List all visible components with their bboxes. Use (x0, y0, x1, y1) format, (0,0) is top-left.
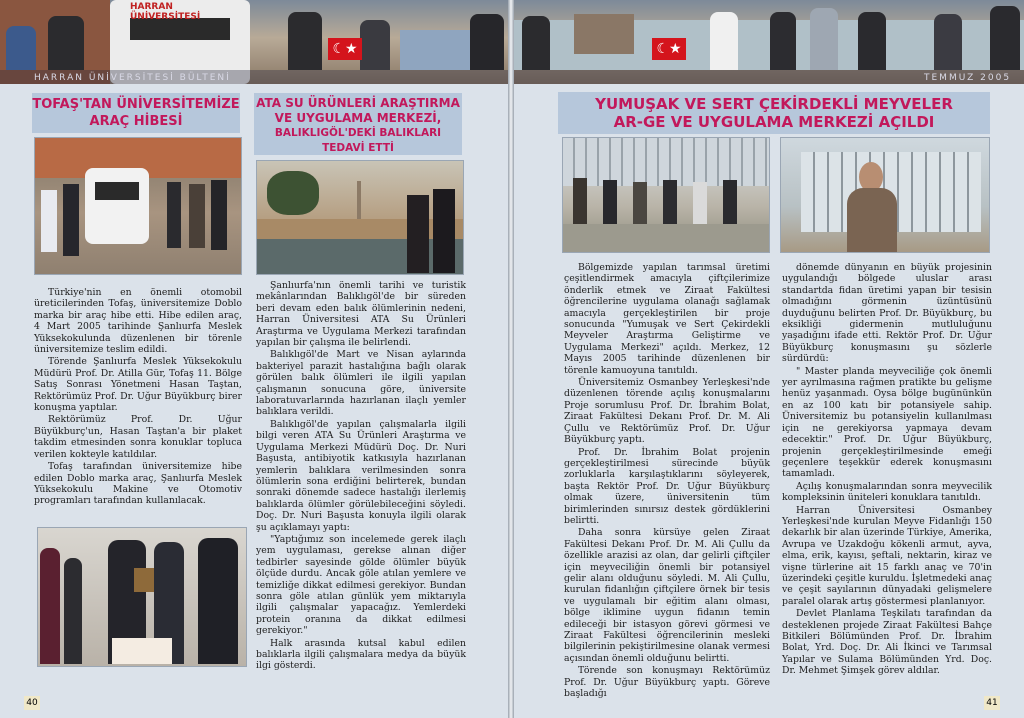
fish-headline (254, 93, 462, 155)
right-page (514, 0, 1024, 718)
left-page-number: 40 (24, 696, 40, 710)
fish-title-line-1: ATA SU ÜRÜNLERİ ARAŞTIRMA (256, 96, 460, 110)
banner-bulletin-title: HARRAN ÜNİVERSİTESİ BÜLTENİ (34, 73, 231, 83)
left-banner-photo (0, 0, 508, 84)
fruit-paragraph: " Master planda meyveciliğe çok önemli yer ayrılmasına rağmen pratikte bu gelişme henüz yaşanmadı. Oysa bölge bugününkün en az 100 katı bir potansiyele sahip. Üniversitemiz bu potansiyelin kullanılması için ne gerekiyorsa yapmaya devam edecektir." Prof. Dr. Uğur Büyükburç, projenin gerçekleştirilmesinde emeği geçenlere teşekkür ederek konuşmasını tamamladı. (782, 365, 992, 480)
rector-portrait-photo (780, 137, 990, 253)
fish-paragraph: "Yaptığımız son incelemede gerek ilaçlı yem uygulaması, gerekse alınan diğer tedbirler sayesinde gölde ölümler büyük ölçüde durdu. Ancak göle atılan yemlere ve temizliğe dikkat edilmesi gerekiyor. Bundan sonra göle atılan günlük yem miktarıyla ilgili çalışmalar yapacağız. Yemlerdeki protein oranına da dikkat edilmesi gerekiyor." (256, 533, 466, 637)
greenhouse-visit-photo (562, 137, 770, 253)
plaque-ceremony-photo (37, 527, 247, 667)
fruit-paragraph: Üniversitemiz Osmanbey Yerleşkesi'nde düzenlenen törende açılış konuşmalarını Proje sorumlusu Prof. Dr. İbrahim Bolat, Ziraat Fakültesi Dekanı Prof. Dr. M. Ali Çullu ve Rektörümüz Prof. Dr. Uğur Büyükburç yaptı. (564, 377, 770, 446)
fruit-paragraph: Harran Üniversitesi Osmanbey Yerleşkesi'nde kurulan Meyve Fidanlığı 150 dekarlık bir alan üzerinde Türkiye, Amerika, Avrupa ve Uzakdoğu kökenli armut, ayva, elma, erik, kayısı, şeftali, nektarin, kiraz ve vişne türlerine ait 15 farklı anaç ve 70'in üzerindeki çeşitle kuruldu. İşletmedeki anaç ve çeşit sayılarının dünyadaki gelişmelere paralel olarak artış göstermesi planlanıyor. (782, 504, 992, 607)
fish-paragraph: Balıklıgöl'de yapılan çalışmalarla ilgili bilgi veren ATA Su Ürünleri Araştırma ve Uygulama Merkezi Müdürü Doç. Dr. Nuri Başusta, antibiyotik katkısıyla hazırlanan yemlerin balıklara verilmesinden sonra ölümlerin sona erdiğini belirterek, bundan sonraki dönemde sadece hastalığı ilerlemiş balıklarda ölümler görülebileceğini söyledi. Doç. Dr. Nuri Başusta konuyla ilgili olarak şu açıklamayı yaptı: (256, 418, 466, 533)
banner-issue-date: TEMMUZ 2005 (924, 73, 1012, 83)
fish-title-line-2: VE UYGULAMA MERKEZİ, (274, 111, 442, 125)
fruit-body-column-1 (564, 262, 770, 700)
tofas-paragraph: Tofaş tarafından üniversitemize hibe edilen Doblo marka araç, Şanlıurfa Meslek Yüksekokulu Makine ve Otomotiv programları tarafından kullanılacak. (34, 461, 242, 507)
tofas-title-line-2: ARAÇ HİBESİ (89, 114, 183, 129)
balikligol-photo (256, 160, 464, 275)
vehicle-handover-photo (34, 137, 242, 275)
fruit-body-column-2 (782, 262, 992, 678)
fish-paragraph: Halk arasında kutsal kabul edilen balıklarla ilgili çalışmalara medya da büyük ilgi gösterdi. (256, 637, 466, 672)
fish-body-column (256, 280, 466, 673)
left-page (0, 0, 508, 718)
fruit-paragraph: Daha sonra kürsüye gelen Ziraat Fakültesi Dekanı Prof. Dr. M. Ali Çullu da özellikle arazisi az olan, dar gelirli çiftçiler için meyveciliğin önemli bir potansiyel gelir alanı olduğunu söyledi. M. Ali Çullu, kurulan fidanlığın çiftçilere örnek bir tesis ve uygulamalı bir eğitim alanı olması, bölge iklimine uygun fidanın temin edileceği bir istasyon görevi görmesi ve Ziraat Fakültesi öğrencilerinin mesleki bilgilerinin pekiştirilmesine olanak vermesi açısından önemli olduğunu belirtti. (564, 527, 770, 664)
vehicle-logo-text: HARRAN ÜNİVERSİTESİ (130, 2, 201, 22)
fruit-paragraph: dönemde dünyanın en büyük projesinin uygulandığı bölgede uluslar arası standartda fidan üretimi yapan bir tesisin olmadığını görmenin üzüntüsünü duyduğunu belirten Prof. Dr. Büyükburç, bu eksikliği gidermenin mutluluğunu yaşadığını ifade etti. Rektör Prof. Dr. Uğur Büyükburç konuşmasını şu sözlerle sürdürdü: (782, 262, 992, 365)
tofas-headline (32, 93, 240, 133)
tofas-body-column (34, 287, 242, 508)
fruit-title-line-1: YUMUŞAK VE SERT ÇEKİRDEKLİ MEYVELER (595, 95, 953, 113)
fish-paragraph: Şanlıurfa'nın önemli tarihi ve turistik mekânlarından Balıklıgöl'de bir süreden beri devam eden balık ölümlerinin nedeni, Harran Üniversitesi ATA Su Ürünleri Araştırma ve Uygulama Merkezi tarafından yapılan bir çalışma ile belirlendi. (256, 280, 466, 349)
fruit-paragraph: Bölgemizde yapılan tarımsal üretimi çeşitlendirmek amacıyla çiftçilerimize önderlik etmek ve Ziraat Fakültesi öğrencilerine uygulama olanağı sağlamak amacıyla gerçekleştirilen bir proje sonucunda "Yumuşak ve Sert Çekirdekli Meyveler Araştırma Geliştirme ve Uygulama Merkezi" açıldı. Merkez, 12 Mayıs 2005 tarihinde düzenlenen bir törenle kamuoyuna tanıtıldı. (564, 262, 770, 376)
fruit-title-line-2: AR-GE VE UYGULAMA MERKEZİ AÇILDI (613, 113, 935, 131)
fruit-paragraph: Açılış konuşmalarından sonra meyvecilik kompleksinin üniteleri konuklara tanıtıldı. (782, 480, 992, 504)
fruit-headline (558, 92, 990, 134)
fruit-paragraph: Prof. Dr. İbrahim Bolat projenin gerçekleştirilmesi sürecinde büyük zorluklarla karşılaştıklarını söyleyerek, başta Rektör Prof. Dr. Uğur Büyükburç olmak üzere, üniversitenin tüm birimlerinden sınırsız destek gördüklerini belirtti. (564, 446, 770, 526)
fish-paragraph: Balıklıgöl'de Mart ve Nisan aylarında bakteriyel parazit hastalığına bağlı olarak görülen balık ölümleri ile ilgili yapılan çalışmanın sonucuna göre, üniversite laboratuvarlarında hazırlanan ilaçlı yemler balıklara verildi. (256, 349, 466, 418)
fruit-paragraph: Törende son konuşmayı Rektörümüz Prof. Dr. Uğur Büyükburç yaptı. Göreve başladığı (564, 665, 770, 700)
right-banner-photo (514, 0, 1024, 84)
tofas-paragraph: Türkiye'nin en önemli otomobil üreticilerinden Tofaş, üniversitemize Doblo marka bir araç hibe etti. Hibe edilen araç, 4 Mart 2005 tarihinde Şanlıurfa Meslek Yüksekokulunda düzenlenen bir törenle üniversitemize teslim edildi. (34, 287, 242, 356)
tofas-title-line-1: TOFAŞ'TAN ÜNİVERSİTEMİZE (32, 97, 240, 112)
tofas-paragraph: Rektörümüz Prof. Dr. Uğur Büyükburç'un, Hasan Taştan'a bir plaket takdim etmesinden sonra konuklar topluca verilen kokteyle katıldılar. (34, 414, 242, 460)
fruit-paragraph: Devlet Planlama Teşkilatı tarafından da desteklenen projede Ziraat Fakültesi Bahçe Bitkileri Bölümünden Prof. Dr. İbrahim Bolat, Yrd. Doç. Dr. Ali İkinci ve Tarımsal Yapılar ve Sulama Bölümünden Yrd. Doç. Dr. Mehmet Şimşek görev aldılar. (782, 608, 992, 677)
tofas-paragraph: Törende Şanlıurfa Meslek Yüksekokulu Müdürü Prof. Dr. Atilla Gür, Tofaş 11. Bölge Satış Sonrası Yönetmeni Hasan Taştan, Rektörümüz Prof. Dr. Uğur Büyükburç birer konuşma yaptılar. (34, 356, 242, 414)
right-page-number: 41 (984, 696, 1000, 710)
turkish-flag-icon: ☾★ (328, 38, 362, 60)
turkish-flag-icon: ☾★ (652, 38, 686, 60)
fish-title-line-3: BALIKLIGÖL'DEKİ BALIKLARI TEDAVİ ETTİ (274, 127, 442, 154)
